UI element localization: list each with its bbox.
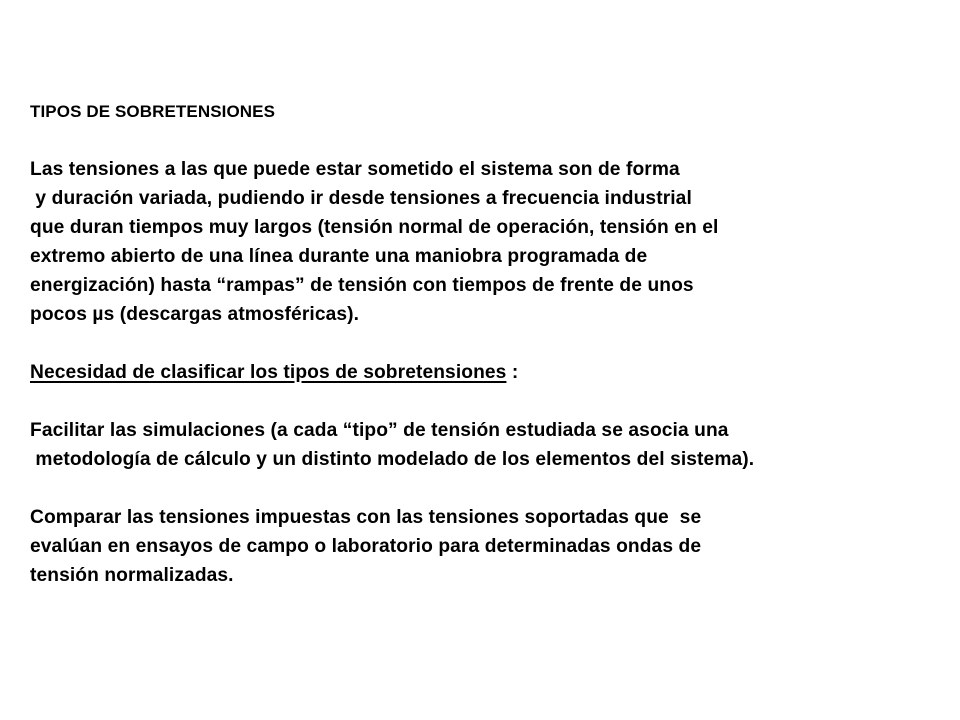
paragraph-line: energización) hasta “rampas” de tensión con tiempos de frente de unos <box>30 275 694 296</box>
comparison-paragraph <box>30 503 950 590</box>
paragraph-line: tensión normalizadas. <box>30 565 234 586</box>
paragraph-line: Comparar las tensiones impuestas con las tensiones soportadas que se <box>30 507 702 528</box>
slide-body <box>30 97 950 590</box>
paragraph-line: Las tensiones a las que puede estar sometido el sistema son de forma <box>30 159 680 180</box>
section-heading <box>30 358 950 387</box>
paragraph-line: Facilitar las simulaciones (a cada “tipo” de tensión estudiada se asocia una <box>30 420 729 441</box>
spacer <box>30 329 950 358</box>
paragraph-line: que duran tiempos muy largos (tensión normal de operación, tensión en el <box>30 217 719 238</box>
paragraph-line: evalúan en ensayos de campo o laboratorio para determinadas ondas de <box>30 536 702 557</box>
section-heading-text: Necesidad de clasificar los tipos de sobretensiones <box>30 362 507 383</box>
spacer <box>30 126 950 155</box>
paragraph-line: metodología de cálculo y un distinto modelado de los elementos del sistema). <box>30 449 755 470</box>
spacer <box>30 474 950 503</box>
intro-paragraph <box>30 155 950 329</box>
paragraph-line: y duración variada, pudiendo ir desde tensiones a frecuencia industrial <box>30 188 692 209</box>
simulation-paragraph <box>30 416 950 474</box>
slide-title: TIPOS DE SOBRETENSIONES <box>30 102 276 121</box>
section-heading-suffix: : <box>506 362 519 383</box>
paragraph-line: pocos µs (descargas atmosféricas). <box>30 304 360 325</box>
spacer <box>30 387 950 416</box>
paragraph-line: extremo abierto de una línea durante una maniobra programada de <box>30 246 648 267</box>
